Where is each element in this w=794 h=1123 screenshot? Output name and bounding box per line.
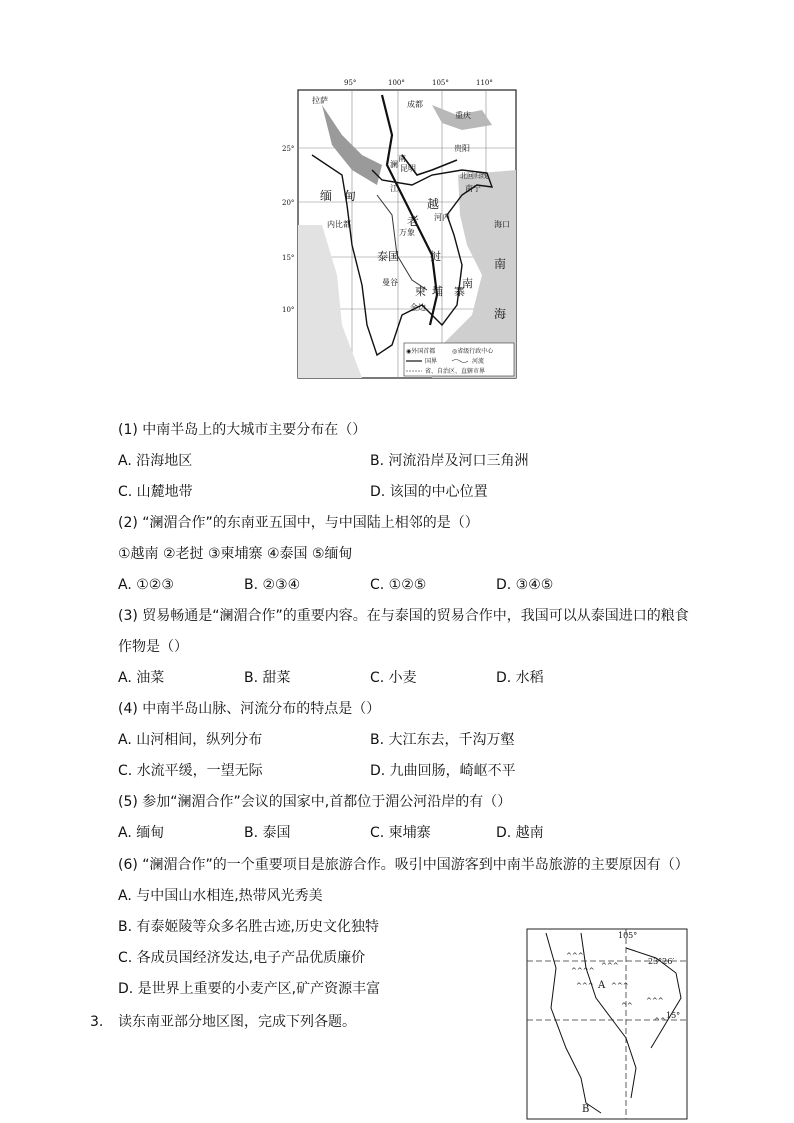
legend-province-border: 省、自治区、直辖市界 — [425, 368, 486, 375]
place-chengdu: 成都 — [407, 100, 423, 109]
q5-option-b: B. 泰国 — [244, 825, 291, 841]
q2-option-d: D. ③④⑤ — [496, 577, 554, 593]
question-5-stem: (5) 参加“澜湄合作”会议的国家中,首都位于湄公河沿岸的有（） — [118, 794, 512, 810]
legend-capital: ◉外国首都 — [406, 348, 436, 355]
place-pu: 埔 — [432, 285, 443, 298]
southeast-asia-map — [526, 928, 688, 1120]
q3-option-b: B. 甜菜 — [244, 670, 291, 686]
q4-option-a: A. 山河相间，纵列分布 — [118, 732, 263, 748]
place-wo: 挝 — [430, 250, 441, 263]
lon-95: 95° — [344, 79, 357, 87]
place-chongqing: 重庆 — [455, 111, 471, 120]
svg-text:^^^: ^^^ — [601, 962, 619, 970]
lat-15: 15° — [282, 254, 295, 262]
q5-option-a: A. 缅甸 — [118, 825, 165, 841]
q6-option-d: D. 是世界上重要的小麦产区,矿产资源丰富 — [118, 981, 381, 997]
q6-option-a: A. 与中国山水相连,热带风光秀美 — [118, 888, 323, 904]
q2-option-c: C. ①②⑤ — [370, 577, 427, 593]
lat-20: 20° — [282, 199, 295, 207]
place-bangkok: 曼谷 — [382, 278, 398, 287]
legend-river: 河流 — [472, 358, 485, 365]
q6-option-c: C. 各成员国经济发达,电子产品优质廉价 — [118, 950, 366, 966]
q4-option-c: C. 水流平缓，一望无际 — [118, 763, 263, 779]
q2-option-b: B. ②③④ — [244, 577, 301, 593]
question-3-number: 3. — [90, 1014, 104, 1030]
q1-option-c: C. 山麓地带 — [118, 484, 193, 500]
question-6-stem: (6) “澜湄合作”的一个重要项目是旅游合作。吸引中国游客到中南半岛旅游的主要原因有（） — [118, 857, 689, 873]
map2-label-a: A — [598, 980, 606, 991]
svg-text:^^: ^^ — [654, 1017, 666, 1025]
place-mian: 缅 — [320, 189, 333, 203]
question-4-stem: (4) 中南半岛山脉、河流分布的特点是（） — [118, 701, 381, 717]
place-nanning: 南宁 — [465, 184, 481, 193]
q4-option-b: B. 大江东去，千沟万壑 — [370, 732, 515, 748]
q3-option-d: D. 水稻 — [496, 670, 544, 686]
question-2-choices: ①越南 ②老挝 ③柬埔寨 ④泰国 ⑤缅甸 — [118, 546, 353, 562]
map2-lon-105: 105° — [618, 931, 638, 940]
svg-text:^^^^: ^^^^ — [571, 967, 595, 975]
lon-100: 100° — [388, 79, 405, 87]
place-jian: 柬 — [415, 285, 426, 298]
q3-option-a: A. 油菜 — [118, 670, 165, 686]
place-hai-sea: 海 — [494, 307, 507, 321]
q3-option-c: C. 小麦 — [370, 670, 417, 686]
svg-text:^^^: ^^^ — [611, 982, 629, 990]
place-lasa: 拉萨 — [312, 96, 328, 105]
place-dian: 甸 — [344, 189, 357, 203]
map2-lat-tropic: 23°26′ — [648, 957, 675, 966]
place-nan-sea: 南 — [494, 257, 507, 271]
map2-label-b: B — [582, 1104, 590, 1115]
svg-text:^^^: ^^^ — [576, 982, 594, 990]
place-thailand: 泰国 — [377, 250, 399, 263]
q1-option-b: B. 河流沿岸及河口三角洲 — [370, 453, 529, 469]
place-guiyang: 贵阳 — [454, 144, 470, 153]
place-lao: 老 — [407, 214, 420, 228]
question-2-stem: (2) “澜湄合作”的东南亚五国中，与中国陆上相邻的是（） — [118, 515, 479, 531]
place-hanoi: 河内 — [434, 213, 450, 222]
place-yue: 越 — [427, 197, 440, 211]
q5-option-d: D. 越南 — [496, 825, 544, 841]
place-phnompenh: 金边 — [410, 303, 426, 312]
legend-border: 国界 — [425, 358, 438, 365]
svg-text:^^: ^^ — [621, 1002, 633, 1010]
question-3-title: 读东南亚部分地区图，完成下列各题。 — [118, 1014, 356, 1030]
question-3-stem-cont: 作物是（） — [118, 639, 188, 655]
place-kunming: 昆明 — [400, 164, 416, 173]
place-jiang: 江 — [390, 184, 398, 193]
place-nan-small: 南 — [398, 154, 406, 163]
svg-text:^^^: ^^^ — [646, 997, 664, 1005]
q1-option-d: D. 该国的中心位置 — [370, 484, 488, 500]
q5-option-c: C. 柬埔寨 — [370, 825, 431, 841]
svg-text:^^^: ^^^ — [566, 952, 584, 960]
place-haikou: 海口 — [494, 220, 510, 229]
lon-105: 105° — [432, 79, 449, 87]
place-tropic: 北回归线 — [460, 172, 488, 180]
q2-option-a: A. ①②③ — [118, 577, 174, 593]
q4-option-d: D. 九曲回肠，崎岖不平 — [370, 763, 516, 779]
place-nan-vn: 南 — [462, 277, 473, 290]
place-zhai: 寨 — [454, 285, 465, 298]
lon-110: 110° — [476, 79, 493, 87]
place-vientiane: 万象 — [399, 228, 415, 237]
question-1-stem: (1) 中南半岛上的大城市主要分布在（） — [118, 422, 367, 438]
lat-10: 10° — [282, 306, 295, 314]
map2-lat-15: 15° — [666, 1011, 681, 1020]
lat-25: 25° — [282, 145, 295, 153]
q6-option-b: B. 有泰姬陵等众多名胜古迹,历史文化独特 — [118, 919, 379, 935]
indochina-map — [282, 75, 520, 380]
q1-option-a: A. 沿海地区 — [118, 453, 193, 469]
place-naypyidaw: 内比都 — [327, 220, 351, 229]
question-3-stem: (3) 贸易畅通是“澜湄合作”的重要内容。在与泰国的贸易合作中，我国可以从泰国进口的粮食 — [118, 608, 689, 624]
place-lan: 澜 — [390, 160, 398, 169]
legend-provincial: ◎省级行政中心 — [452, 348, 494, 355]
